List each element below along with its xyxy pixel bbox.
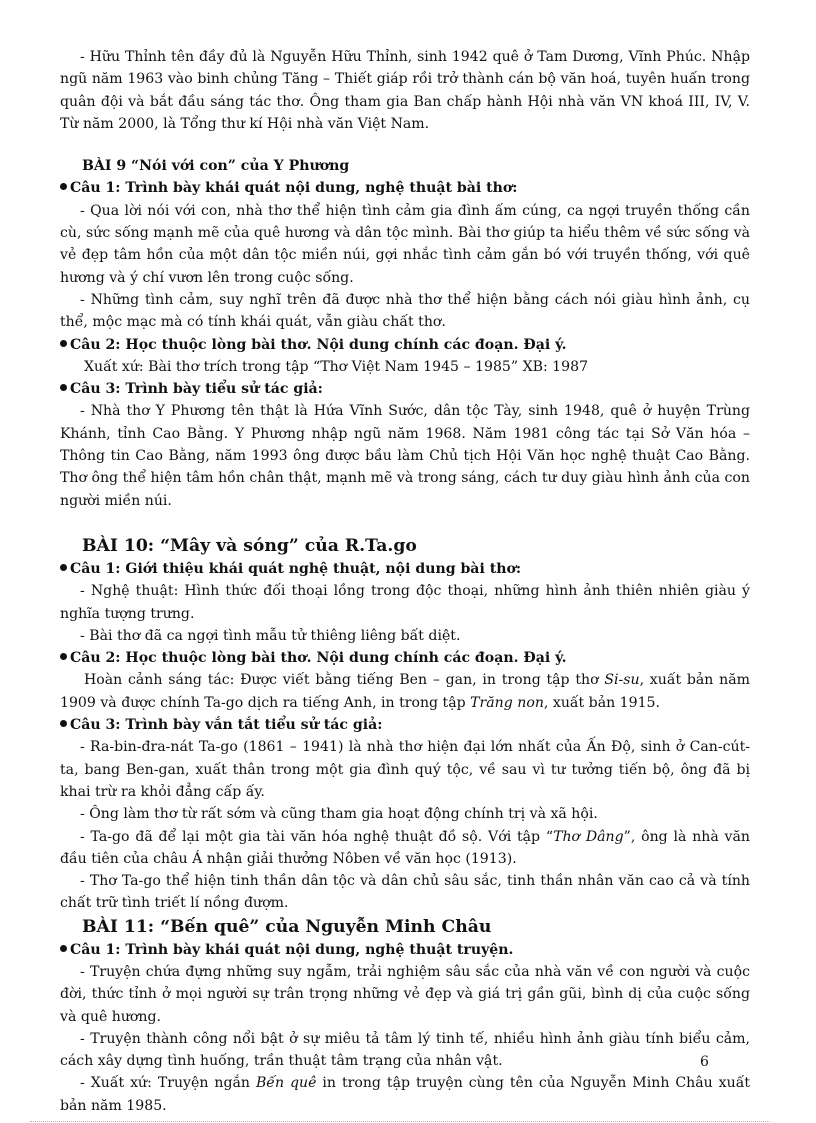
lesson-11-q1-paragraph-1: - Truyện chứa đựng những suy ngẫm, trải nghiệm sâu sắc của nhà văn về con người và cuộc đời, thức tỉnh ở mọi người sự trân trọng những vẻ đẹp và giá trị gần gũi, bình dị của cuộc sống và quê hương. bbox=[60, 963, 750, 1025]
footer-divider bbox=[30, 1121, 770, 1122]
text-run: ”, ông là nhà văn đầu tiên của châu Á nhận giải thưởng Nôben về văn học (1913). bbox=[60, 828, 750, 867]
lesson-9-q2-source: Xuất xứ: Bài thơ trích trong tập “Thơ Việt Nam 1945 – 1985” XB: 1987 bbox=[84, 358, 589, 375]
lesson-11-q1-paragraph-3 bbox=[60, 1072, 750, 1117]
text-run: , xuất bản năm 1909 và được chính Ta-go dịch ra tiếng Anh, in trong tập bbox=[60, 672, 750, 711]
question-label: Câu 3: Trình bày tiểu sử tác giả: bbox=[70, 381, 323, 398]
page-number: 6 bbox=[700, 1054, 709, 1070]
lesson-9-question-2 bbox=[60, 334, 750, 356]
question-label: Câu 3: Trình bày vắn tắt tiểu sử tác giả: bbox=[70, 717, 383, 734]
lesson-9-title: BÀI 9 “Nói với con” của Y Phương bbox=[82, 158, 350, 175]
lesson-10-question-1 bbox=[60, 558, 750, 580]
question-label: Câu 1: Trình bày khái quát nội dung, nghệ thuật truyện. bbox=[70, 941, 514, 958]
lesson-9-q3-paragraph-1: - Nhà thơ Y Phương tên thật là Hứa Vĩnh Sước, dân tộc Tày, sinh 1948, quê ở huyện Trùng Khánh, tỉnh Cao Bằng. Y Phương nhập ngũ năm 1968. Năm 1981 công tác tại Sở Văn hóa – Thông tin Cao Bằng, năm 1993 ông được bầu làm Chủ tịch Hội Văn học nghệ thuật Cao Bằng. Thơ ông thể hiện tâm hồn chân thật, mạnh mẽ và trong sáng, cách tư duy giàu hình ảnh của con người miền núi. bbox=[60, 403, 750, 509]
italic-title: Bến quê bbox=[255, 1075, 317, 1092]
italic-title: Si-su bbox=[604, 672, 640, 689]
bullet-icon bbox=[60, 340, 67, 347]
lesson-10-q3-paragraph-2: - Ông làm thơ từ rất sớm và cũng tham gia hoạt động chính trị và xã hội. bbox=[80, 806, 598, 823]
lesson-9-q1-paragraph-1: - Qua lời nói với con, nhà thơ thể hiện tình cảm gia đình ấm cúng, ca ngợi truyền thống cần cù, sức sống mạnh mẽ của quê hương và dân tộc mình. Bài thơ giúp ta hiểu thêm về sức sống và vẻ đẹp tâm hồn của một dân tộc miền núi, gợi nhắc tình cảm gắn bó với truyền thống, với quê hương và ý chí vươn lên trong cuộc sống. bbox=[60, 202, 750, 286]
italic-title: Thơ Dâng bbox=[553, 828, 624, 845]
bullet-icon bbox=[60, 720, 67, 727]
text-run: - Ta-go đã để lại một gia tài văn hóa nghệ thuật đồ sộ. Với tập “ bbox=[80, 828, 554, 845]
bullet-icon bbox=[60, 384, 67, 391]
bullet-icon bbox=[60, 183, 67, 190]
lesson-10-q1-paragraph-1: - Nghệ thuật: Hình thức đối thoại lồng trong độc thoại, những hình ảnh thiên nhiên giàu ý nghĩa tượng trưng. bbox=[60, 583, 750, 622]
lesson-10-q1-paragraph-2: - Bài thơ đã ca ngợi tình mẫu tử thiêng liêng bất diệt. bbox=[80, 627, 461, 644]
question-label: Câu 1: Trình bày khái quát nội dung, nghệ thuật bài thơ: bbox=[70, 180, 518, 197]
lesson-10-q2-context bbox=[60, 669, 750, 714]
lesson-11-question-1 bbox=[60, 939, 750, 961]
lesson-10-q3-paragraph-3 bbox=[60, 826, 750, 871]
lesson-10-q3-paragraph-1: - Ra-bin-đra-nát Ta-go (1861 – 1941) là nhà thơ hiện đại lớn nhất của Ấn Độ, sinh ở Can-cút-ta, bang Ben-gan, xuất thân trong một gia đình quý tộc, về sau vì tư tưởng tiến bộ, ông đã bị khai trừ ra khỏi đẳng cấp ấy. bbox=[60, 739, 750, 800]
text-run: - Xuất xứ: Truyện ngắn bbox=[80, 1075, 256, 1092]
bullet-icon bbox=[60, 945, 67, 952]
italic-title: Trăng non bbox=[470, 694, 544, 711]
question-label: Câu 1: Giới thiệu khái quát nghệ thuật, nội dung bài thơ: bbox=[70, 560, 522, 577]
question-label: Câu 2: Học thuộc lòng bài thơ. Nội dung chính các đoạn. Đại ý. bbox=[70, 650, 567, 667]
lesson-10-question-3 bbox=[60, 714, 750, 736]
question-label: Câu 2: Học thuộc lòng bài thơ. Nội dung chính các đoạn. Đại ý. bbox=[70, 336, 567, 353]
lesson-9-q1-paragraph-2: - Những tình cảm, suy nghĩ trên đã được nhà thơ thể hiện bằng cách nói giàu hình ảnh, cụ thể, mộc mạc mà có tính khái quát, vẫn giàu chất thơ. bbox=[60, 291, 750, 331]
lesson-9-question-3 bbox=[60, 378, 750, 400]
text-run: Hoàn cảnh sáng tác: Được viết bằng tiếng Ben – gan, in trong tập thơ bbox=[84, 672, 605, 689]
lesson-10-question-2 bbox=[60, 647, 750, 669]
lesson-11-title: BÀI 11: “Bến quê” của Nguyễn Minh Châu bbox=[82, 916, 492, 937]
bullet-icon bbox=[60, 564, 67, 571]
lesson-11-q1-paragraph-2: - Truyện thành công nổi bật ở sự miêu tả tâm lý tinh tế, nhiều hình ảnh giàu tính biểu cảm, cách xây dựng tình huống, trần thuật tâm trạng của nhân vật. bbox=[60, 1030, 750, 1070]
text-run: , xuất bản 1915. bbox=[543, 694, 661, 711]
text-run: in trong tập truyện cùng tên của Nguyễn Minh Châu xuất bản năm 1985. bbox=[60, 1075, 750, 1114]
document-page bbox=[60, 46, 750, 1117]
lesson-10-title: BÀI 10: “Mây và sóng” của R.Ta.go bbox=[82, 535, 417, 556]
paragraph-huu-thinh-bio: - Hữu Thỉnh tên đầy đủ là Nguyễn Hữu Thỉnh, sinh 1942 quê ở Tam Dương, Vĩnh Phúc. Nhập ngũ năm 1963 vào binh chủng Tăng – Thiết giáp rồi trở thành cán bộ văn hoá, tuyên huấn trong quân đội và bắt đầu sáng tác thơ. Ông tham gia Ban chấp hành Hội nhà văn VN khoá III, IV, V. Từ năm 2000, là Tổng thư kí Hội nhà văn Việt Nam. bbox=[60, 49, 750, 132]
lesson-9-question-1 bbox=[60, 177, 750, 199]
bullet-icon bbox=[60, 653, 67, 660]
lesson-10-q3-paragraph-4: - Thơ Ta-go thể hiện tinh thần dân tộc và dân chủ sâu sắc, tinh thần nhân văn cao cả và tính chất trữ tình triết lí nồng đượm. bbox=[60, 873, 750, 912]
